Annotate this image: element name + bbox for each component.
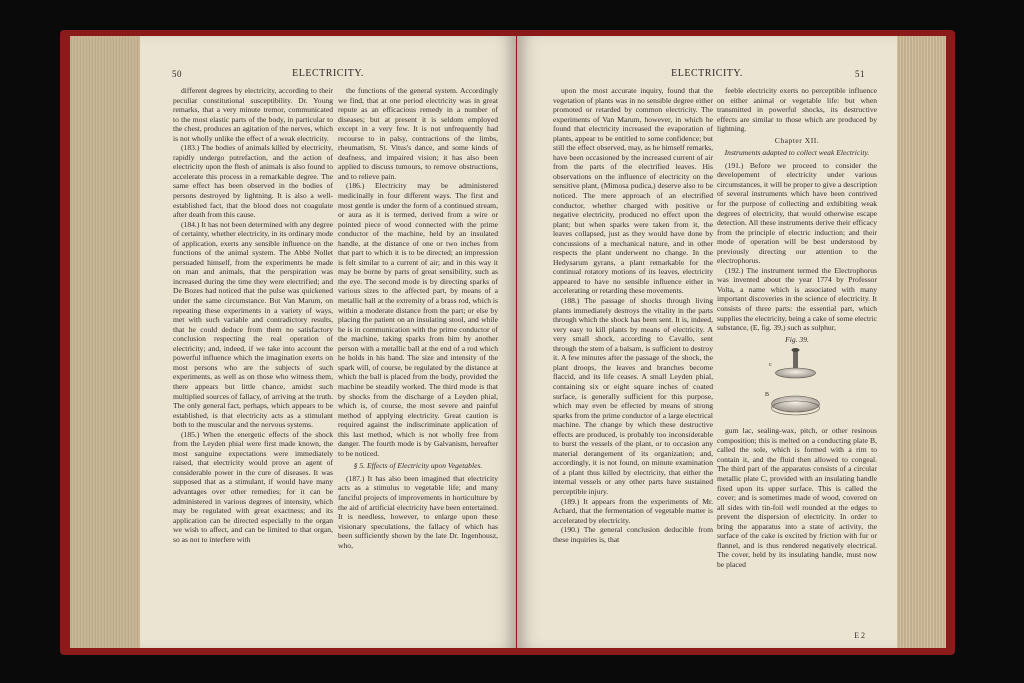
paragraph: different degrees by electricity, according to their peculiar constitutional susceptibility. Dr. Young remarks, that a very minute tremor, communicated to the most elastic parts of the body, in particular to the chest, produces an agitation of the nerves, which is not wholly unlike the effect of a weak electricity.	[173, 86, 333, 143]
right-column-2	[717, 86, 877, 631]
paragraph: (190.) The general conclusion deducible from these inquiries is, that	[553, 525, 713, 544]
paragraph: (183.) The bodies of animals killed by electricity, rapidly undergo putrefaction, and the action of electricity upon the flesh of animals is also found to accelerate this process in a remarkable degree. The same effect has been observed in the bodies of persons destroyed by lightning. It is also a well-established fact, that the blood does not coagulate after death from this cause.	[173, 143, 333, 220]
signature-mark: E 2	[854, 631, 865, 640]
paragraph: feeble electricity exerts no perceptible influence on either animal or vegetable life: but when transmitted in powerful shocks, its destructive effects are similar to those which are produced by lightning.	[717, 86, 877, 134]
insulating-handle	[793, 350, 798, 370]
right-page	[517, 36, 897, 648]
paragraph: (184.) It has not been determined with any degree of certainty, whether electricity, in its ordinary mode of application, exerts any sensible influence on the functions of the animal system. The Abbé Nollet persuaded himself, from the experiments he made on man and animals, that the perspiration was increased during the time they were electrified; and De Bozes had noticed that the pulse was quickened under the same circumstance. But Van Marum, on repeating these experiments in a variety of ways, met with such variable and contradictory results, that he could deduce from them no satisfactory conclusion respecting the real operation of electricity; and, indeed, if we take into account the powerful influence which the imagination exerts on most persons who are the subjects of such experiments, as well as on those who witness them, there appears but little chance, amidst such multiplied sources of fallacy, of arriving at the truth. The only general fact, perhaps, which appears to be established, is that electricity acts as a stimulant both to the muscular and the nervous systems.	[173, 219, 333, 430]
chapter-heading: Chapter XII.	[774, 135, 820, 145]
cake-plate	[772, 396, 820, 412]
paragraph: gum lac, sealing-wax, pitch, or other resinous composition; this is melted on a conducting plate B, called the sole, which is formed with a rim to contain it, and the fluid then allowed to congeal. The third part of the apparatus consists of a circular metallic plate C, provided with an insulating handle fixed upon its upper surface. This is called the cover; and is sometimes made of wood, covered on all sides with tin-foil well rounded at the edges to prevent the dispersion of electricity. In order to bring the apparatus into a state of activity, the surface of the cake is excited by friction with fur or flannel, and is thus rendered negatively electrical. The cover, held by its insulating handle, must now be placed	[717, 426, 877, 569]
page-edges-right	[894, 36, 946, 648]
left-page-header	[140, 68, 516, 82]
electrophorus-illustration	[717, 346, 877, 424]
figure-caption: Fig. 39.	[785, 334, 809, 344]
paragraph: the functions of the general system. Accordingly we find, that at one period electricity was in great repute as an efficacious remedy in a number of diseases; but at present it is seldom employed except in a very few. It is not unfrequently had recourse to in palsy, contractions of the limbs, rheumatism, St. Vitus's dance, and some kinds of deafness, and impaired vision; it has also been applied to discuss tumours, to remove obstructions, and to relieve pain.	[338, 86, 498, 181]
running-head: ELECTRICITY.	[292, 68, 364, 79]
right-page-header	[517, 68, 897, 82]
paragraph: (189.) It appears from the experiments of Mr. Achard, that the fermentation of vegetable matter is accelerated by electricity.	[553, 496, 713, 525]
left-column-1	[173, 86, 333, 631]
page-edges-left	[70, 36, 142, 648]
left-column-2	[338, 86, 498, 631]
electrophorus-figure	[717, 346, 877, 424]
paragraph: (185.) When the energetic effects of the shock from the Leyden phial were first made known, the most sanguine expectations were immediately raised, that electricity would prove an agent of considerable power in the cure of diseases. It was supposed that as a stimulant, if would have many advantages over other remedies; for it can be administered in various degrees of intensity, which may be regulated with great exactness; and its application can be directed especially to the organ we wish to affect, and can be limited to that organ, so as not to interfere with	[173, 429, 333, 544]
paragraph: (187.) It has also been imagined that electricity acts as a stimulus to vegetable life; and many fanciful projects of improvements in horticulture by the aid of artificial electricity have been entertained. It is needless, however, to enlarge upon these visionary speculations, the fallacy of which has been sufficiently shown by the late Dr. Ingenhousz, who,	[338, 473, 498, 550]
cover-plate	[776, 368, 816, 378]
handle-knob	[792, 348, 800, 352]
paragraph: (192.) The instrument termed the Electrophorus was invented about the year 1774 by Professor Volta, a name which is associated with many important discoveries in the science of electricity. It consists of three parts: the essential part, which supplies the electricity, being a cake of some electric substance, (E, fig. 39,) such as sulphur,	[717, 265, 877, 333]
page-number: 51	[855, 69, 865, 79]
paragraph: (188.) The passage of shocks through living plants immediately destroys the vitality in the parts through which the shock has been sent. It is, indeed, very easy to kill plants by means of electricity. A very small shock, according to Cavallo, sent through the stem of a balsam, is sufficient to destroy it. A few minutes after the passage of the shock, the plant droops, the leaves and branches become flaccid, and its life ceases. A small Leyden phial, containing six or eight square inches of coated surface, is generally sufficient for this purpose, which may even be effected by means of strong sparks from the prime conductor of a large electrical machine. The change by which these destructive effects are produced, is probably too inconsiderable to burst the vessels of the plant, or to occasion any material derangement of its organization; and, accordingly, it is not found, on minute examination of a plant thus killed by electricity, that either the internal vessels or any other parts have sustained perceptible injury.	[553, 296, 713, 496]
paragraph: upon the most accurate inquiry, found that the vegetation of plants was in no sensible degree either promoted or retarded by common electricity. The experiments of Van Marum, however, in which he found that electricity increased the evaporation of plants, appear to be entitled to some confidence; but still the effect observed, may, as he himself remarks, have been occasioned by the increased current of air from the parts of the electrified leaves. His observations on the influence of electricity on the sensitive plant, (Mimosa pudica,) deserve also to be noticed. The mere approach of an electrified conductor, whether charged with positive or negative electricity, produced no effect upon the plant; but when sparks were taken from it, the leaves collapsed, just as they would have done by concussions of a mechanical nature, and in other respects the plant underwent no change. In the Hedysarum gyrans, a plant remarkable for the continual rotatory motions of its leaves, electricity appeared to have no sensible influence either in accelerating or retarding these movements.	[553, 86, 713, 296]
figure-label-b: B	[765, 392, 770, 399]
left-page	[140, 36, 516, 648]
figure-label-c: c	[769, 362, 772, 369]
right-column-1	[553, 86, 713, 631]
paragraph: (186.) Electricity may be administered medicinally in four different ways. The first and most gentle is under the form of a continued stream, or aura as it is termed, derived from a wire or pointed piece of wood connected with the prime conductor of the machine, held by an insulated handle, at the distance of one or two inches from that part to which it is to be directed; an impression is felt similar to a current of air; and in this way it may be borne by parts of great sensibility, such as the eye. The second mode is by directing sparks of various sizes to the affected part, by means of a metallic ball at the extremity of a brass rod, which is within a moderate distance from the part; or else by placing the patient on an insulating stool, and while he is in communication with the prime conductor of the machine, taking sparks from him by another person with a metallic ball at the end of a rod which he holds in his hand. The size and intensity of the spark will, of course, be regulated by the distance at which the ball is placed from the body, provided the machine be steadily worked. The third mode is that by shocks from the discharge of a Leyden phial, which is, of course, the most severe and painful method of applying electricity. Great caution is required against the indiscriminate application of this last method, which is not wholly free from danger. The fourth mode is by Galvanism, hereafter to be noticed.	[338, 181, 498, 458]
chapter-title: Instruments adapted to collect weak Electricity.	[724, 148, 870, 158]
running-head: ELECTRICITY.	[671, 68, 743, 79]
paragraph: (191.) Before we proceed to consider the developement of electricity under various circumstances, it will be proper to give a description of several instruments which have been contrived for the purpose of collecting and exhibiting weak degrees of electricity, that would otherwise escape detection. All these instruments derive their efficacy from the principle of electric induction; and their mode of operation will be best understood by previously directing our attention to the electrophorus.	[717, 160, 877, 266]
page-number: 50	[172, 69, 182, 79]
section-heading: § 5. Effects of Electricity upon Vegetables.	[353, 461, 483, 471]
